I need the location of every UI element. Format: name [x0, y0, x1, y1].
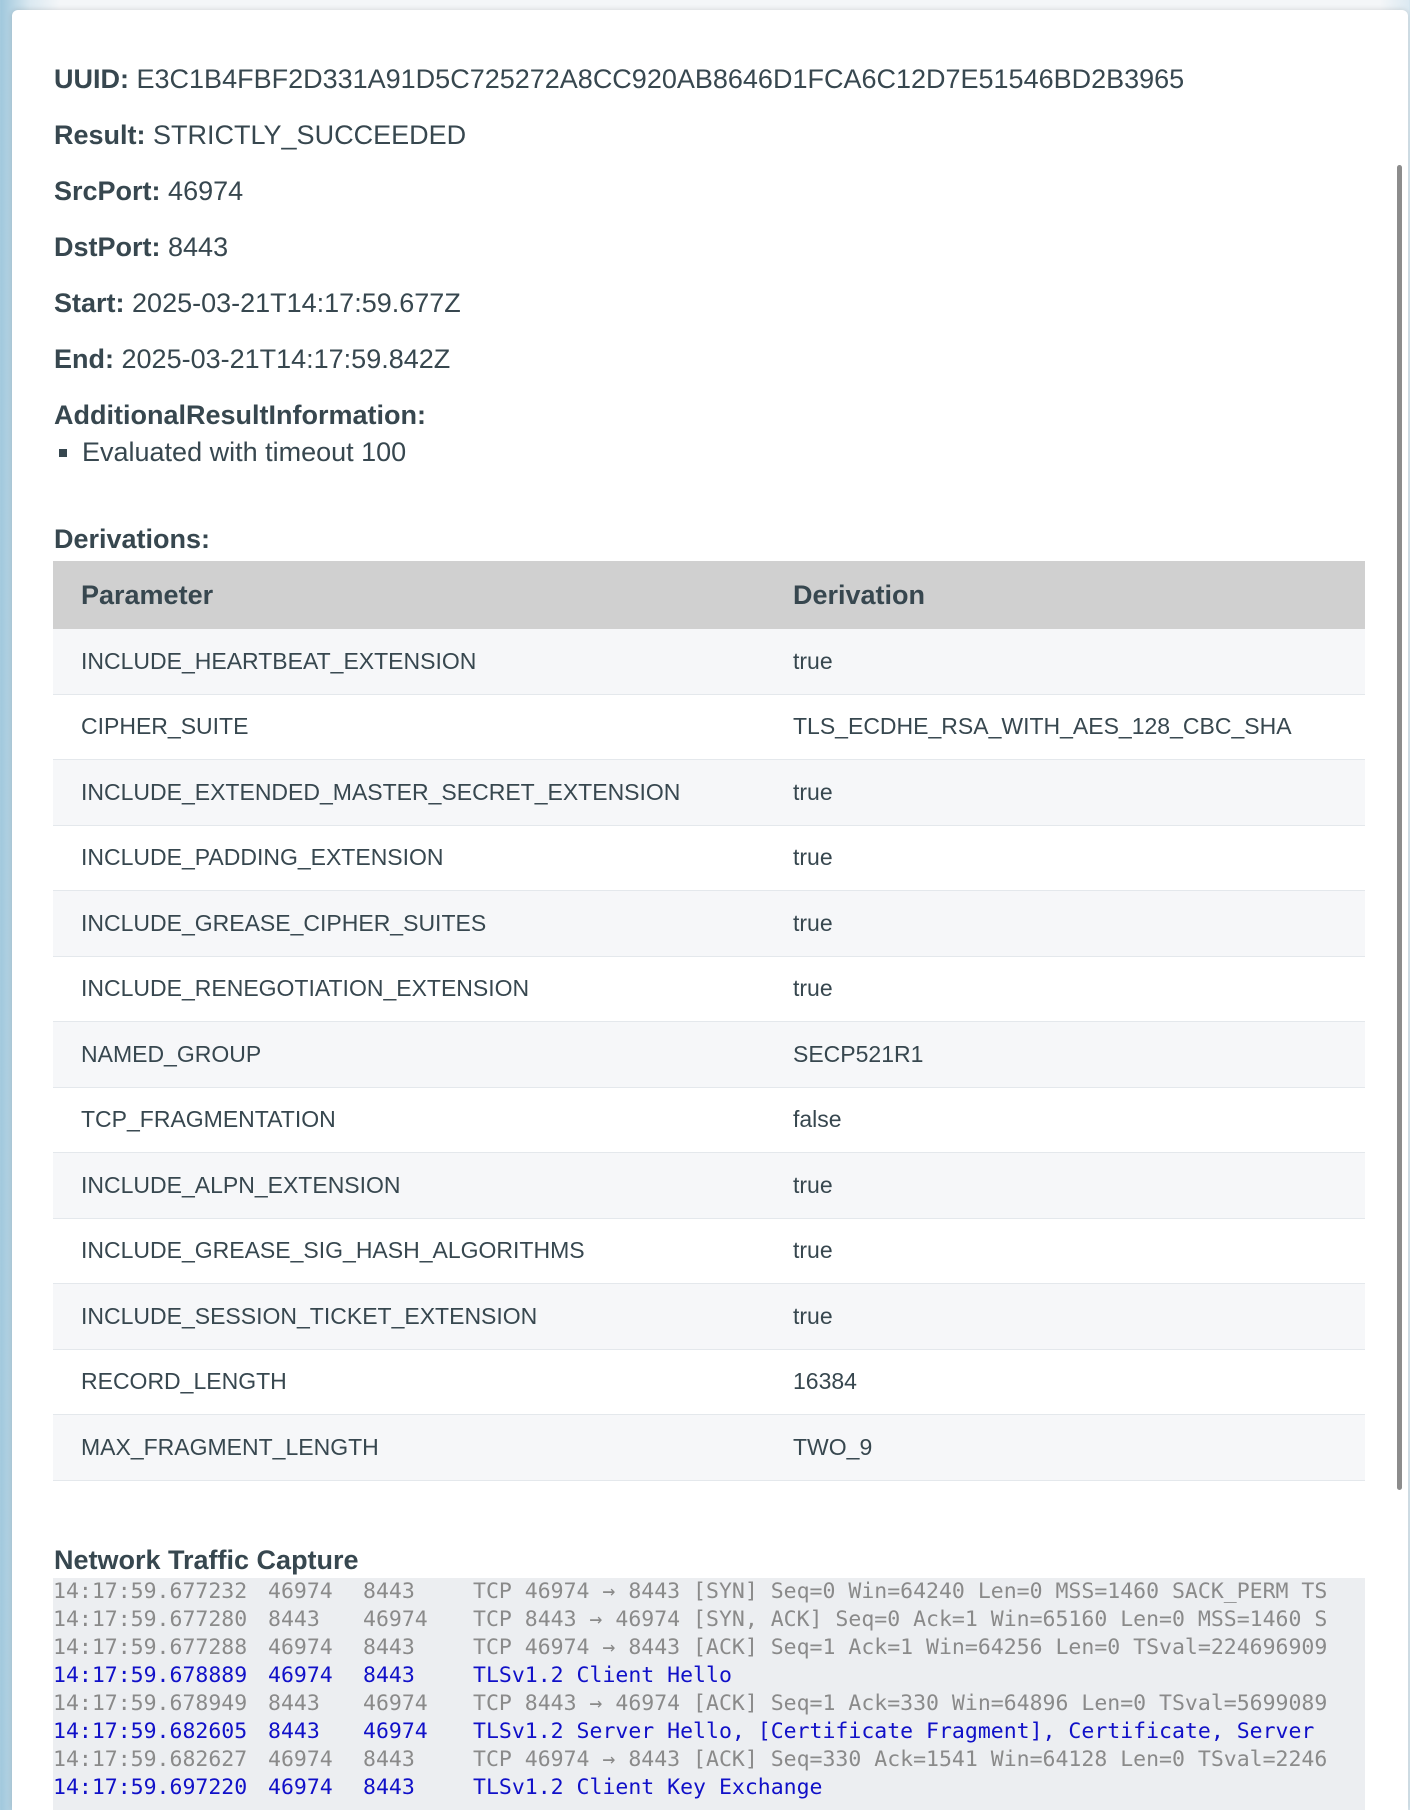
table-row	[53, 1153, 1365, 1219]
table-row	[53, 1022, 1365, 1088]
start-field	[54, 287, 461, 319]
capture-src-port: 46974	[268, 1663, 333, 1688]
result-detail-panel	[12, 10, 1408, 1810]
capture-src-port: 8443	[268, 1691, 320, 1716]
capture-src-port: 46974	[268, 1775, 333, 1800]
capture-row	[53, 1662, 1365, 1690]
capture-info: TCP 8443 → 46974 [ACK] Seq=1 Ack=330 Win=64896 Len=0 TSval=5699089	[473, 1691, 1328, 1716]
capture-time: 14:17:59.677232	[53, 1579, 248, 1604]
network-capture-heading: Network Traffic Capture	[54, 1545, 359, 1575]
capture-info: TCP 46974 → 8443 [ACK] Seq=1 Ack=1 Win=64256 Len=0 TSval=224696909	[473, 1635, 1328, 1660]
derivation-cell: 16384	[765, 1349, 1365, 1415]
capture-src-port: 8443	[268, 1607, 320, 1632]
derivation-cell: true	[765, 1218, 1365, 1284]
table-row	[53, 1284, 1365, 1350]
parameter-cell: RECORD_LENGTH	[53, 1349, 765, 1415]
capture-dst-port: 8443	[363, 1747, 415, 1772]
table-row	[53, 694, 1365, 760]
capture-row	[53, 1578, 1365, 1606]
src-port-label: SrcPort:	[54, 176, 161, 206]
derivation-cell: true	[765, 891, 1365, 957]
parameter-cell: INCLUDE_PADDING_EXTENSION	[53, 825, 765, 891]
capture-row	[53, 1634, 1365, 1662]
src-port-field	[54, 175, 243, 207]
capture-time: 14:17:59.682627	[53, 1747, 248, 1772]
derivation-cell: TLS_ECDHE_RSA_WITH_AES_128_CBC_SHA	[765, 694, 1365, 760]
capture-row	[53, 1718, 1365, 1746]
capture-dst-port: 8443	[363, 1579, 415, 1604]
capture-src-port: 46974	[268, 1579, 333, 1604]
parameter-cell: CIPHER_SUITE	[53, 694, 765, 760]
list-item: Evaluated with timeout 100	[54, 435, 406, 469]
capture-row	[53, 1774, 1365, 1802]
parameter-cell: MAX_FRAGMENT_LENGTH	[53, 1415, 765, 1481]
parameter-cell: INCLUDE_GREASE_CIPHER_SUITES	[53, 891, 765, 957]
network-capture-log[interactable]	[53, 1578, 1365, 1810]
capture-time: 14:17:59.682605	[53, 1719, 248, 1744]
capture-info: TCP 46974 → 8443 [SYN] Seq=0 Win=64240 Len=0 MSS=1460 SACK_PERM TS	[473, 1579, 1328, 1604]
dst-port-value: 8443	[168, 232, 229, 262]
dst-port-label: DstPort:	[54, 232, 161, 262]
capture-dst-port: 46974	[363, 1691, 428, 1716]
column-header-parameter: Parameter	[53, 561, 765, 629]
column-header-derivation: Derivation	[765, 561, 1365, 629]
capture-info: TLSv1.2 Server Hello, [Certificate Fragment], Certificate, Server	[473, 1719, 1328, 1744]
table-row	[53, 629, 1365, 694]
dst-port-field	[54, 231, 228, 263]
capture-src-port: 8443	[268, 1719, 320, 1744]
parameter-cell: NAMED_GROUP	[53, 1022, 765, 1088]
capture-src-port: 46974	[268, 1635, 333, 1660]
start-value: 2025-03-21T14:17:59.677Z	[132, 288, 461, 318]
parameter-cell: INCLUDE_SESSION_TICKET_EXTENSION	[53, 1284, 765, 1350]
capture-info: TLSv1.2 Client Key Exchange	[473, 1775, 823, 1800]
capture-info: TLSv1.2 Client Hello	[473, 1663, 732, 1688]
table-row	[53, 1415, 1365, 1481]
uuid-field	[54, 63, 1184, 95]
derivations-heading: Derivations:	[54, 524, 211, 554]
table-row	[53, 956, 1365, 1022]
derivation-cell: true	[765, 825, 1365, 891]
additional-info-heading	[54, 399, 426, 431]
derivation-cell: true	[765, 629, 1365, 694]
table-row	[53, 891, 1365, 957]
capture-dst-port: 8443	[363, 1663, 415, 1688]
derivation-cell: TWO_9	[765, 1415, 1365, 1481]
uuid-label: UUID:	[54, 64, 129, 94]
parameter-cell: INCLUDE_HEARTBEAT_EXTENSION	[53, 629, 765, 694]
capture-time: 14:17:59.678949	[53, 1691, 248, 1716]
parameter-cell: INCLUDE_ALPN_EXTENSION	[53, 1153, 765, 1219]
capture-time: 14:17:59.677280	[53, 1607, 248, 1632]
capture-dst-port: 8443	[363, 1775, 415, 1800]
src-port-value: 46974	[168, 176, 244, 206]
capture-dst-port: 8443	[363, 1635, 415, 1660]
derivation-cell: true	[765, 1284, 1365, 1350]
result-label: Result:	[54, 120, 146, 150]
result-field	[54, 119, 466, 151]
derivation-cell: true	[765, 956, 1365, 1022]
table-row	[53, 825, 1365, 891]
parameter-cell: INCLUDE_RENEGOTIATION_EXTENSION	[53, 956, 765, 1022]
capture-time: 14:17:59.678889	[53, 1663, 248, 1688]
derivation-cell: SECP521R1	[765, 1022, 1365, 1088]
end-label: End:	[54, 344, 114, 374]
derivations-table	[53, 561, 1365, 1481]
end-value: 2025-03-21T14:17:59.842Z	[121, 344, 451, 374]
table-header-row	[53, 561, 1365, 629]
table-row	[53, 1349, 1365, 1415]
derivation-cell: true	[765, 1153, 1365, 1219]
table-row	[53, 1087, 1365, 1153]
capture-time: 14:17:59.677288	[53, 1635, 248, 1660]
capture-dst-port: 46974	[363, 1607, 428, 1632]
capture-info: TCP 8443 → 46974 [SYN, ACK] Seq=0 Ack=1 Win=65160 Len=0 MSS=1460 S	[473, 1607, 1328, 1632]
derivation-cell: true	[765, 760, 1365, 826]
uuid-value: E3C1B4FBF2D331A91D5C725272A8CC920AB8646D1FCA6C12D7E51546BD2B3965	[136, 64, 1185, 94]
start-label: Start:	[54, 288, 125, 318]
additional-info-label: AdditionalResultInformation:	[54, 400, 426, 430]
parameter-cell: TCP_FRAGMENTATION	[53, 1087, 765, 1153]
result-value: STRICTLY_SUCCEEDED	[153, 120, 467, 150]
table-row	[53, 1218, 1365, 1284]
capture-src-port: 46974	[268, 1747, 333, 1772]
additional-info-list	[54, 435, 406, 469]
capture-row	[53, 1606, 1365, 1634]
capture-time: 14:17:59.697220	[53, 1775, 248, 1800]
end-field	[54, 343, 450, 375]
capture-row	[53, 1746, 1365, 1774]
capture-dst-port: 46974	[363, 1719, 428, 1744]
parameter-cell: INCLUDE_EXTENDED_MASTER_SECRET_EXTENSION	[53, 760, 765, 826]
scrollbar-thumb[interactable]	[1397, 165, 1402, 1490]
derivation-cell: false	[765, 1087, 1365, 1153]
capture-info: TCP 46974 → 8443 [ACK] Seq=330 Ack=1541 Win=64128 Len=0 TSval=2246	[473, 1747, 1328, 1772]
capture-row	[53, 1690, 1365, 1718]
table-row	[53, 760, 1365, 826]
parameter-cell: INCLUDE_GREASE_SIG_HASH_ALGORITHMS	[53, 1218, 765, 1284]
